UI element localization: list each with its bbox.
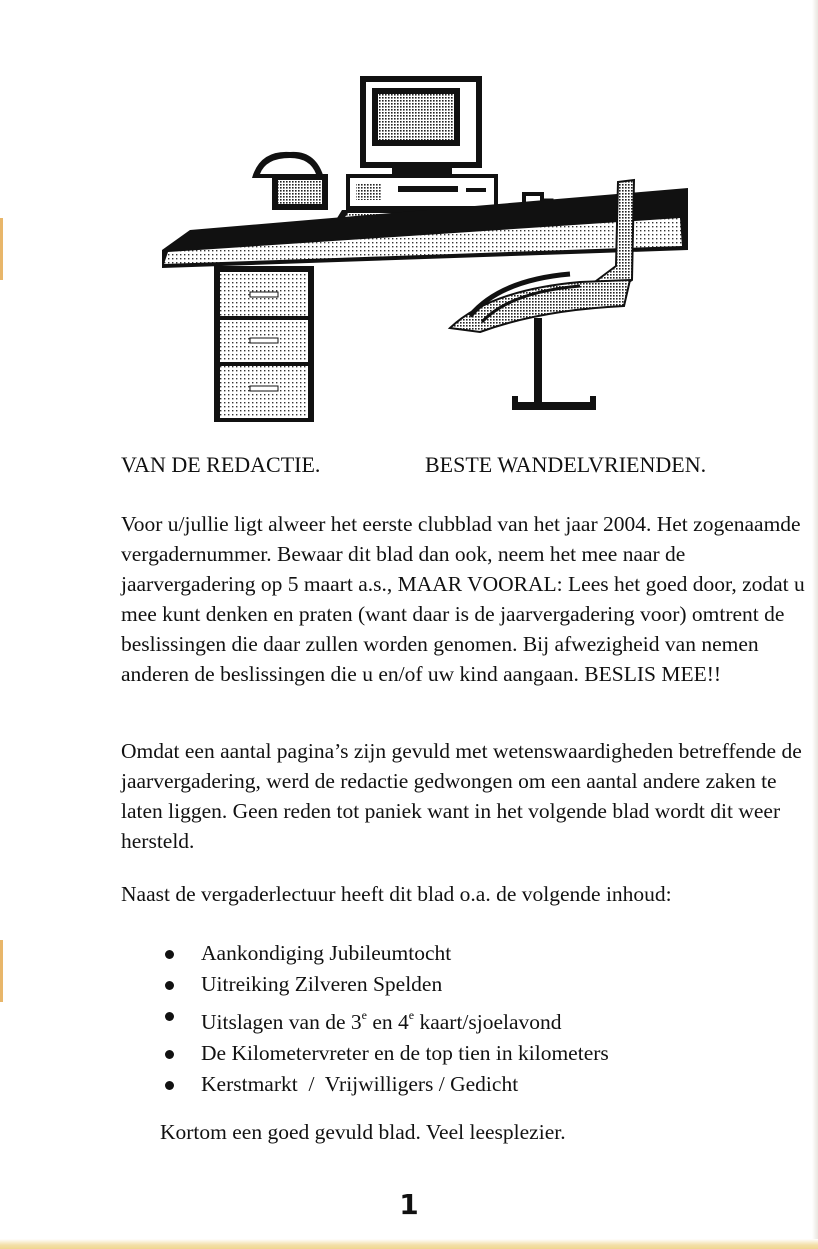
- paragraph-intro: Voor u/jullie ligt alweer het eerste clubblad van het jaar 2004. Het zogenaamde vergadernummer. Bewaar dit blad dan ook, neem het mee naar de jaarvergadering op 5 maart a.s., MAAR VOORAL: Lees het goed door, zodat u mee kunt denken en praten (want daar is de jaarvergadering voor) omtrent de beslissingen die daar zullen worden genomen. Bij afwezigheid van nemen anderen de beslissingen die u en/of uw kind aangaan. BESLIS MEE!!: [121, 512, 805, 686]
- bullet-icon: [165, 1050, 174, 1059]
- desk-drawers: [214, 266, 314, 422]
- monitor-icon: [360, 76, 482, 176]
- bullet-icon: [165, 981, 174, 990]
- page-number: 1: [399, 1188, 419, 1221]
- section-title: VAN DE REDACTIE.: [121, 452, 321, 477]
- greeting-title: BESTE WANDELVRIENDEN.: [425, 452, 707, 477]
- list-item: Kerstmarkt / Vrijwilligers / Gedicht: [165, 1069, 609, 1100]
- closing-line: Kortom een goed gevuld blad. Veel leesplezier.: [160, 1120, 566, 1144]
- desk-computer-illustration: [160, 70, 690, 425]
- page-edge-bottom: [0, 1239, 818, 1249]
- paragraph-contents-intro: Naast de vergaderlectuur heeft dit blad o.a. de volgende inhoud:: [121, 882, 672, 906]
- bullet-icon: [165, 1012, 174, 1021]
- computer-base-icon: [346, 174, 498, 210]
- margin-mark-bottom: [0, 940, 3, 1002]
- list-item: Aankondiging Jubileumtocht: [165, 938, 609, 969]
- list-item: Uitreiking Zilveren Spelden: [165, 969, 609, 1000]
- bullet-icon: [165, 950, 174, 959]
- paragraph-content-note: Omdat een aantal pagina’s zijn gevuld met wetenswaardigheden betreffende de jaarvergadering, werd de redactie gedwongen om een aantal andere zaken te laten liggen. Geen reden tot paniek want in het volgende blad wordt dit weer hersteld.: [121, 739, 802, 853]
- list-item: De Kilometervreter en de top tien in kilometers: [165, 1038, 609, 1069]
- margin-mark-top: [0, 218, 3, 280]
- bullet-icon: [165, 1081, 174, 1090]
- list-item: Uitslagen van de 3e en 4e kaart/sjoelavond: [165, 1000, 609, 1038]
- contents-list: [165, 938, 609, 1100]
- telephone-icon: [252, 152, 328, 210]
